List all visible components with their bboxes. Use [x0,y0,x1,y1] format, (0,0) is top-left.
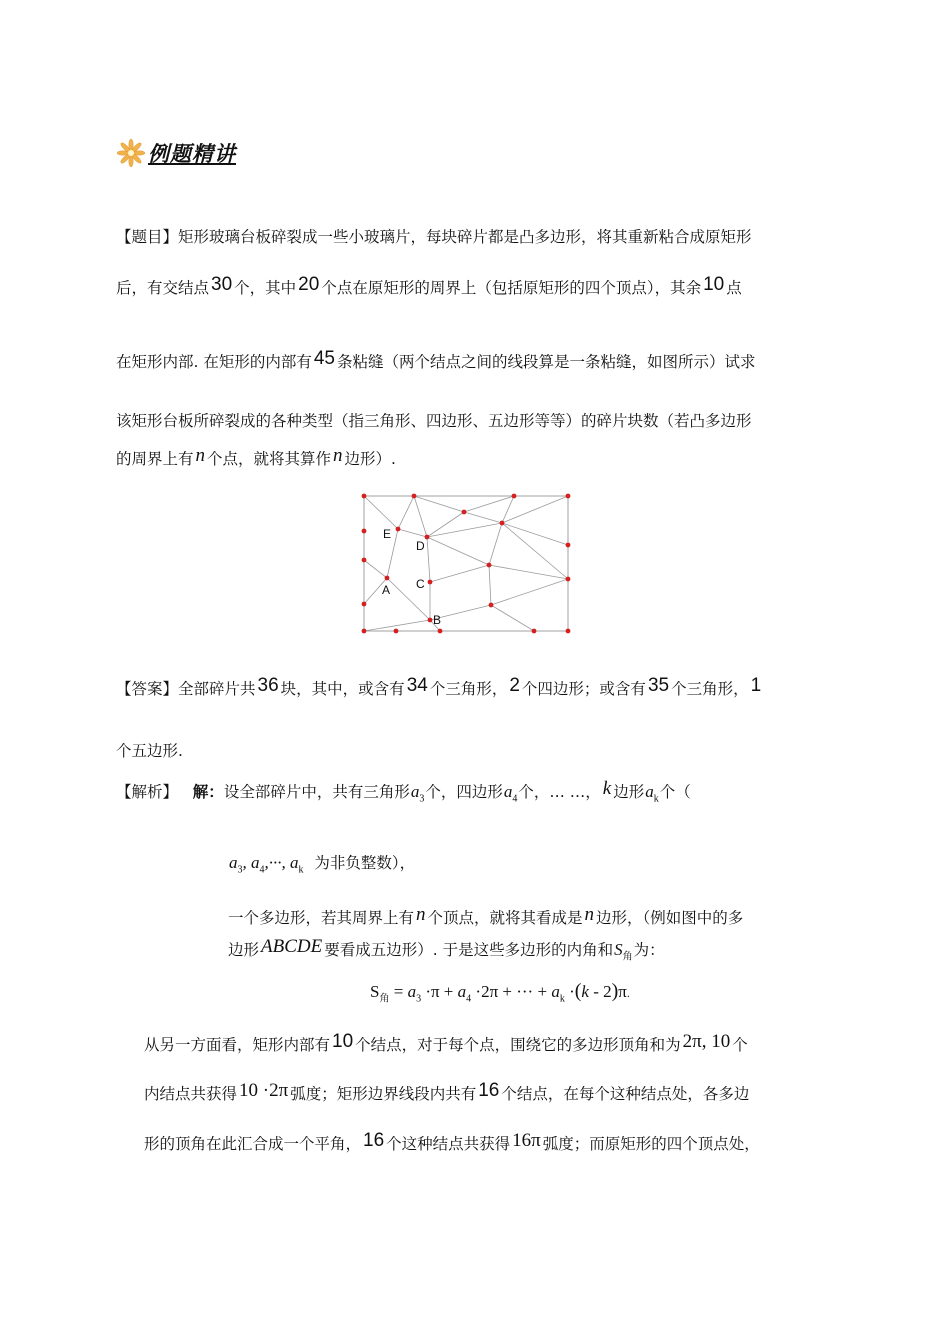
problem-tag: 【题目】 [116,228,179,246]
analysis-text: 一个多边形，若其周界上有 [228,909,415,927]
analysis-text: 弧度；矩形边界线段内共有 [290,1085,477,1103]
analysis-line-7 [144,1130,760,1155]
seam-lines [364,496,568,631]
problem-text: 该矩形台板所碎裂成的各种类型（指三角形、四边形、五边形等等）的碎片块数（若凸多边形 [116,412,752,430]
analysis-text: 个结点，对于每个点，围绕它的多边形顶角和为 [355,1036,681,1054]
analysis-text: 形的顶角在此汇合成一个平角， [144,1135,362,1153]
answer-text: 个五边形. [116,742,183,760]
variable-n: n [333,445,343,466]
angle-sum-formula: $S_角 = a_3 \cdot\pi + a_4 \cdot 2\pi$ + ··· + $a_k \cdot(k - 2)\pi$. [370,980,630,1005]
label-e: E [383,527,392,541]
problem-line-2 [116,274,742,299]
problem-text: 边形）. [344,450,396,468]
label-a: A [382,583,391,597]
analysis-text: 个，四边形 [425,783,503,801]
number: 1 [750,675,762,696]
answer-text: 块，其中，或含有 [280,680,405,698]
problem-text: 后，有交结点 [116,279,210,297]
analysis-line-1 [116,778,691,810]
analysis-text: 为非负整数）， [314,854,416,872]
node-points [362,494,571,634]
analysis-line-5 [144,1031,748,1056]
answer-text: 个四边形；或含有 [521,680,646,698]
solution-label: 解： [192,783,224,801]
problem-text: 矩形玻璃台板碎裂成一些小玻璃片，每块碎片都是凸多边形，将其重新粘合成原矩形 [178,228,752,246]
analysis-line-2 [228,852,415,881]
analysis-line-4 [228,936,665,968]
variable-k: k [602,778,612,799]
var-list: $a_3$, $a_4,\cdot\cdot\cdot$, $a_k$ [229,853,304,876]
number: 45 [313,348,335,369]
analysis-tag: 【解析】 [116,783,179,801]
polygon-abcde: ABCDE [261,936,323,957]
variable-n: n [195,445,206,466]
number: 16 [363,1130,385,1151]
analysis-line-6 [144,1080,750,1105]
analysis-text: 边形 [613,783,645,801]
problem-line-1 [116,226,752,248]
analysis-text: 个这种结点共获得 [386,1135,511,1153]
number: 2 [509,675,520,696]
answer-tag: 【答案】 [116,680,179,698]
analysis-text: 个结点，在每个这种结点处，各多边 [501,1085,750,1103]
label-d: D [416,539,425,553]
problem-text: 个点，就将其算作 [207,450,332,468]
answer-line-2 [116,740,183,762]
problem-text: 个点在原矩形的周界上（包括原矩形的四个顶点），其余 [321,279,702,297]
var-s-angle: $S_角$ [614,940,633,963]
answer-line-1 [116,675,763,700]
number: 34 [406,675,428,696]
problem-text: 在矩形内部. 在矩形的内部有 [116,353,312,371]
analysis-text: 弧度；而原矩形的四个顶点处， [542,1135,760,1153]
math-expr: 10 ·2π [239,1080,289,1101]
math-expr: 2π, 10 [682,1031,731,1052]
label-b: B [433,613,442,627]
var-a3: $a_3$ [410,782,425,805]
analysis-text: 边形 [228,941,260,959]
number: 16 [478,1080,500,1101]
math-expr: 16π [512,1130,541,1151]
number: 20 [298,274,320,295]
problem-line-4 [116,410,752,432]
number: 35 [647,675,670,696]
problem-line-3 [116,348,756,373]
section-heading [116,138,236,168]
answer-text: 个三角形， [671,680,749,698]
analysis-text: 个，… …， [518,783,601,801]
answer-text: 个三角形， [429,680,508,698]
number: 10 [332,1031,354,1052]
flower-icon [116,138,146,168]
analysis-line-3 [228,904,744,929]
analysis-text: 个 [732,1036,748,1054]
analysis-text: 从另一方面看，矩形内部有 [144,1036,331,1054]
analysis-text: 个（ [659,783,691,801]
number: 30 [211,274,233,295]
analysis-text: 为： [633,941,665,959]
rectangle-fragments-figure [354,488,580,638]
analysis-text: 设全部碎片中，共有三角形 [223,783,410,801]
analysis-text: 边形，（例如图中的多 [596,909,744,927]
analysis-text: 个顶点，就将其看成是 [427,909,583,927]
analysis-text: 要看成五边形）. 于是这些多边形的内角和 [324,941,614,959]
label-c: C [416,577,425,591]
number: 36 [257,675,279,696]
variable-n: n [416,904,426,925]
problem-text: 的周界上有 [116,450,194,468]
section-title: 例题精讲 [148,142,236,166]
problem-text: 个，其中 [234,279,297,297]
analysis-text: 内结点共获得 [144,1085,238,1103]
var-a4: $a_4$ [503,782,518,805]
number: 10 [703,274,725,295]
variable-n: n [584,904,595,925]
problem-line-5 [116,445,396,470]
problem-text: 条粘缝（两个结点之间的线段算是一条粘缝，如图所示）试求 [337,353,756,371]
problem-text: 点 [726,279,742,297]
answer-text: 全部碎片共 [178,680,256,698]
var-ak: $a_k$ [645,782,659,805]
